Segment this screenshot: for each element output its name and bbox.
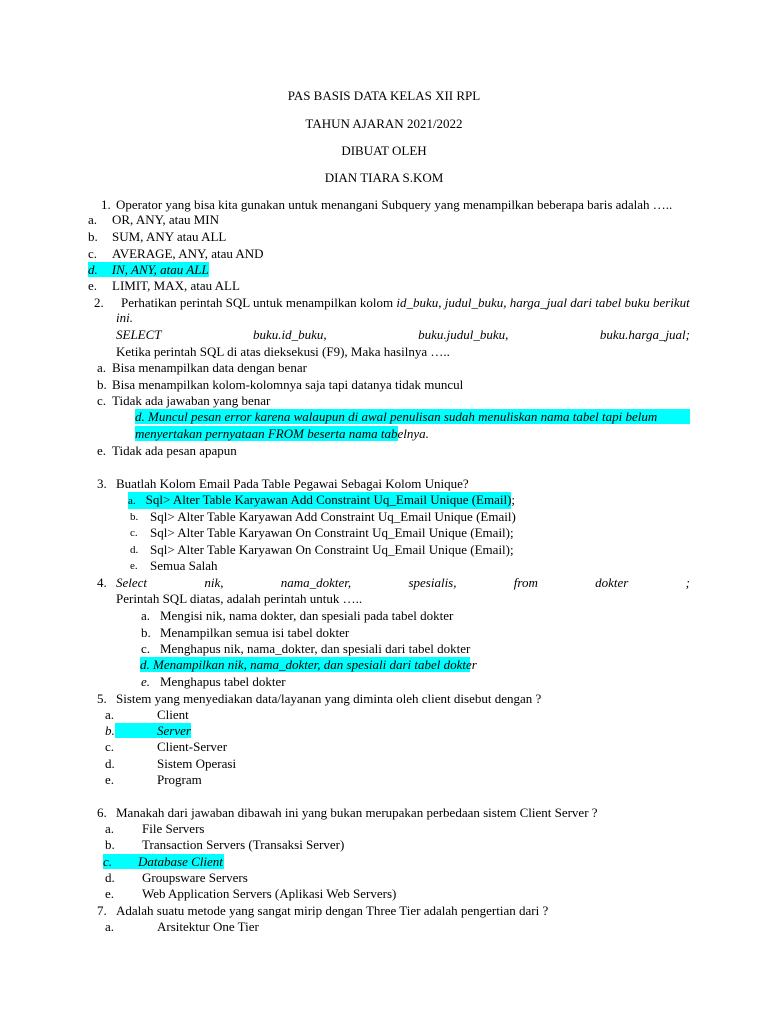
q4-sql-semicolon: ; <box>685 575 690 590</box>
q3-number: 3. <box>97 476 107 491</box>
q2-sql-id: buku.id_buku, <box>252 327 327 342</box>
q3-e-text: Semua Salah <box>150 558 218 573</box>
q4-c-text: Menghapus nik, nama_dokter, dan spesiali dari tabel dokter <box>160 641 471 656</box>
q4-sql-spesialis: spesialis, <box>408 575 457 590</box>
q5-e-text: Program <box>157 772 202 787</box>
q1-d-highlight <box>88 262 209 277</box>
q4-c-letter: c. <box>141 641 151 656</box>
q5-a-text: Client <box>157 707 189 722</box>
q1-d-text: IN, ANY, atau ALL <box>111 262 209 277</box>
q7-a-text: Arsitektur One Tier <box>157 919 259 934</box>
q2-d-highlight-line1 <box>135 409 690 424</box>
q6-a-text: File Servers <box>142 821 205 836</box>
q6-d-letter: d. <box>105 870 115 885</box>
q1-c-letter: c. <box>88 246 98 261</box>
doc-year: TAHUN AJARAN 2021/2022 <box>305 116 463 131</box>
q1-c-text: AVERAGE, ANY, atau AND <box>112 246 264 261</box>
q6-c-highlight <box>103 854 224 869</box>
q5-a-letter: a. <box>105 707 115 722</box>
q3-c-text: Sql> Alter Table Karyawan On Constraint Uq_Email Unique (Email); <box>150 525 514 540</box>
q4-sql-select: Select <box>116 575 148 590</box>
q6-b-text: Transaction Servers (Transaksi Server) <box>142 837 345 852</box>
q3-c-letter: c. <box>130 527 138 539</box>
q2-b-letter: b. <box>97 377 107 392</box>
q5-c-letter: c. <box>105 739 115 754</box>
q6-a-letter: a. <box>105 821 115 836</box>
q2-b-text: Bisa menampilkan kolom-kolomnya saja tapi datanya tidak muncul <box>112 377 464 392</box>
q4-e-letter: e. <box>141 674 151 689</box>
q4-text: Perintah SQL diatas, adalah perintah untuk ….. <box>116 591 363 606</box>
doc-author: DIAN TIARA S.KOM <box>324 170 444 185</box>
q4-number: 4. <box>97 575 107 590</box>
q1-e-text: LIMIT, MAX, atau ALL <box>112 278 240 293</box>
q4-sql-dokter: dokter <box>595 575 629 590</box>
q3-text: Buatlah Kolom Email Pada Table Pegawai Sebagai Kolom Unique? <box>116 476 469 491</box>
q4-sql-from: from <box>513 575 538 590</box>
q4-b-letter: b. <box>141 625 151 640</box>
q3-d-text: Sql> Alter Table Karyawan On Constraint Uq_Email Unique (Email); <box>150 542 514 557</box>
q2-result-text: Ketika perintah SQL di atas dieksekusi (F9), Maka hasilnya ….. <box>116 344 450 359</box>
q3-a-highlight <box>128 492 516 509</box>
q5-b-text: Server <box>115 723 191 738</box>
q4-e-text: Menghapus tabel dokter <box>160 674 286 689</box>
q3-b-letter: b. <box>130 511 139 523</box>
q6-d-text: Groupsware Servers <box>142 870 248 885</box>
q3-a-text: Sql> Alter Table Karyawan Add Constraint Uq_Email Unique (Email); <box>145 492 516 507</box>
q2-c-letter: c. <box>97 393 107 408</box>
q1-number: 1. <box>101 197 111 212</box>
q4-a-letter: a. <box>141 608 151 623</box>
q2-a-text: Bisa menampilkan data dengan benar <box>112 360 307 375</box>
q2-a-letter: a. <box>97 360 107 375</box>
q7-number: 7. <box>97 903 107 918</box>
q4-sql-nik: nik, <box>204 575 224 590</box>
q3-a-letter: a. <box>128 495 136 507</box>
q6-e-letter: e. <box>105 886 115 901</box>
q4-d-letter: d. <box>140 657 150 672</box>
q2-sql-harga: buku.harga_jual; <box>599 327 690 342</box>
q2-text-italic: id_buku, judul_buku, harga_jual dari tabel buku berikut <box>396 295 690 310</box>
q6-c-letter: c. <box>103 854 113 869</box>
q4-d-highlight <box>140 657 477 672</box>
q5-text: Sistem yang menyediakan data/layanan yang diminta oleh client disebut dengan ? <box>116 691 542 706</box>
q4-d-text: Menampilkan nik, nama_dokter, dan spesiali dari tabel dokter <box>153 657 477 672</box>
doc-made-by: DIBUAT OLEH <box>341 143 427 158</box>
q5-b-letter: b. <box>105 723 115 738</box>
q3-e-letter: e. <box>130 560 138 572</box>
q2-c-text: Tidak ada jawaban yang benar <box>112 393 271 408</box>
q1-b-letter: b. <box>88 229 98 244</box>
q2-text <box>121 295 690 310</box>
q3-d-letter: d. <box>130 544 139 556</box>
q1-e-letter: e. <box>88 278 98 293</box>
q2-e-letter: e. <box>97 443 107 458</box>
q2-sql-judul: buku.judul_buku, <box>418 327 509 342</box>
q2-d-text: Muncul pesan error karena walaupun di awal penulisan sudah menuliskan nama tabel tapi belum <box>148 409 658 424</box>
doc-title: PAS BASIS DATA KELAS XII RPL <box>287 88 481 103</box>
q4-a-text: Mengisi nik, nama dokter, dan spesiali pada tabel dokter <box>160 608 454 623</box>
q2-text-plain: Perhatikan perintah SQL untuk menampilkan kolom <box>121 295 394 310</box>
q6-b-letter: b. <box>105 837 115 852</box>
q5-e-letter: e. <box>105 772 115 787</box>
q1-a-text: OR, ANY, atau MIN <box>112 212 220 227</box>
q1-d-letter: d. <box>88 262 98 277</box>
q3-b-text: Sql> Alter Table Karyawan Add Constraint Uq_Email Unique (Email) <box>150 509 516 524</box>
q7-a-letter: a. <box>105 919 115 934</box>
q4-sql-line <box>116 575 690 590</box>
q6-c-text: Database Client <box>138 854 223 869</box>
q2-text-line2: ini. <box>116 310 133 325</box>
q1-b-text: SUM, ANY atau ALL <box>112 229 227 244</box>
q5-c-text: Client-Server <box>157 739 228 754</box>
q1-text: Operator yang bisa kita gunakan untuk menangani Subquery yang menampilkan beberapa baris adalah ….. <box>116 197 673 212</box>
q2-sql-select: SELECT <box>116 327 162 342</box>
q2-sql-line <box>116 327 690 342</box>
q5-d-letter: d. <box>105 756 115 771</box>
q6-number: 6. <box>97 805 107 820</box>
q4-b-text: Menampilkan semua isi tabel dokter <box>160 625 350 640</box>
q4-sql-nama: nama_dokter, <box>280 575 352 590</box>
q2-d-letter: d. <box>135 409 145 424</box>
q6-e-text: Web Application Servers (Aplikasi Web Servers) <box>142 886 397 901</box>
q1-a-letter: a. <box>88 212 98 227</box>
q6-text: Manakah dari jawaban dibawah ini yang bukan merupakan perbedaan sistem Client Server ? <box>116 805 598 820</box>
q2-e-text: Tidak ada pesan apapun <box>112 443 237 458</box>
q5-d-text: Sistem Operasi <box>157 756 237 771</box>
q5-number: 5. <box>97 691 107 706</box>
q7-text: Adalah suatu metode yang sangat mirip dengan Three Tier adalah pengertian dari ? <box>116 903 549 918</box>
q2-number: 2. <box>94 295 104 310</box>
q2-d-text-line2: menyertakan pernyataan FROM beserta nama tabelnya. <box>135 426 429 441</box>
